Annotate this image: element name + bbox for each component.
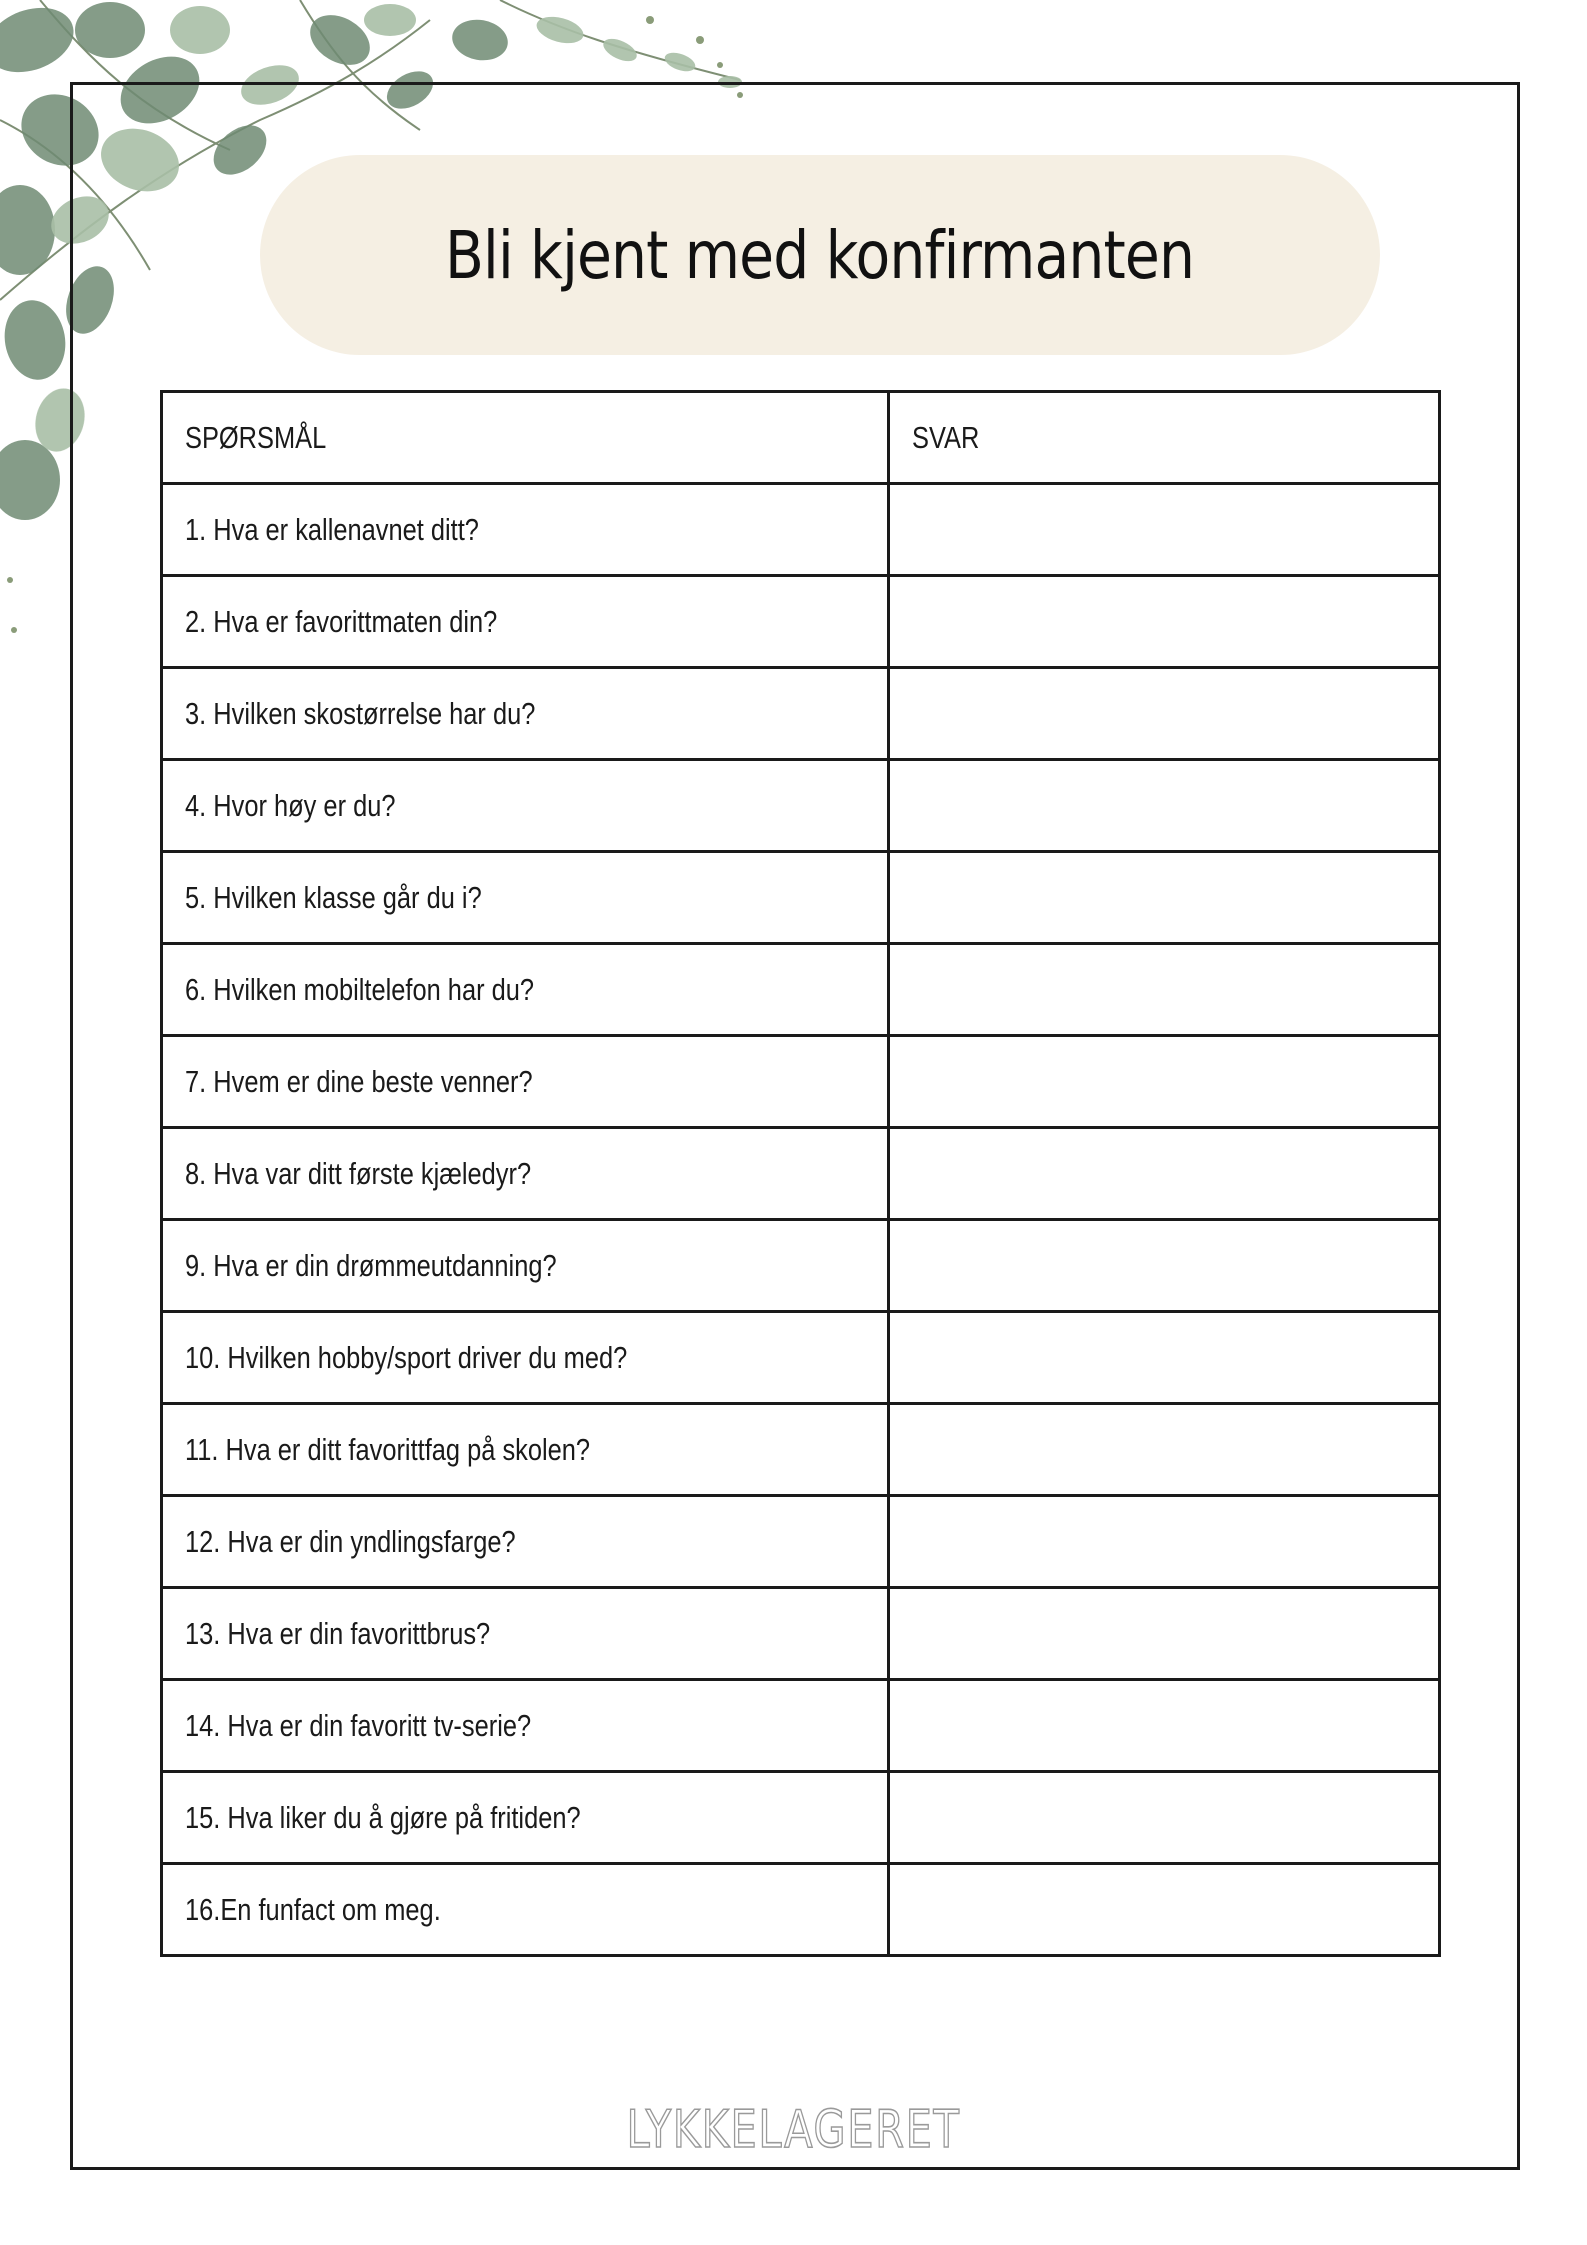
answer-cell[interactable]	[889, 852, 1440, 944]
table-row	[162, 1128, 1440, 1220]
table-row	[162, 944, 1440, 1036]
question-cell: 10. Hvilken hobby/sport driver du med?	[162, 1312, 889, 1404]
table-row	[162, 760, 1440, 852]
answer-cell[interactable]	[889, 1588, 1440, 1680]
column-header-question: SPØRSMÅL	[162, 392, 889, 484]
answer-cell[interactable]	[889, 1312, 1440, 1404]
question-cell: 6. Hvilken mobiltelefon har du?	[162, 944, 889, 1036]
table-row	[162, 1404, 1440, 1496]
question-cell: 9. Hva er din drømmeutdanning?	[162, 1220, 889, 1312]
title-banner	[260, 155, 1380, 355]
page-title: Bli kjent med konfirmanten	[445, 216, 1195, 294]
table-header-row	[162, 392, 1440, 484]
answer-cell[interactable]	[889, 1680, 1440, 1772]
answer-cell[interactable]	[889, 1772, 1440, 1864]
table-row	[162, 1220, 1440, 1312]
question-cell: 13. Hva er din favorittbrus?	[162, 1588, 889, 1680]
table-row	[162, 1588, 1440, 1680]
table-row	[162, 576, 1440, 668]
question-table	[160, 390, 1441, 1957]
question-cell: 8. Hva var ditt første kjæledyr?	[162, 1128, 889, 1220]
question-cell: 7. Hvem er dine beste venner?	[162, 1036, 889, 1128]
table-row	[162, 1496, 1440, 1588]
answer-cell[interactable]	[889, 1864, 1440, 1956]
answer-cell[interactable]	[889, 944, 1440, 1036]
answer-cell[interactable]	[889, 760, 1440, 852]
question-cell: 5. Hvilken klasse går du i?	[162, 852, 889, 944]
question-cell: 1. Hva er kallenavnet ditt?	[162, 484, 889, 576]
answer-cell[interactable]	[889, 576, 1440, 668]
question-cell: 16.En funfact om meg.	[162, 1864, 889, 1956]
answer-cell[interactable]	[889, 668, 1440, 760]
question-cell: 2. Hva er favorittmaten din?	[162, 576, 889, 668]
table-row	[162, 1772, 1440, 1864]
table-row	[162, 1864, 1440, 1956]
table-row	[162, 484, 1440, 576]
table-row	[162, 1680, 1440, 1772]
table-row	[162, 1312, 1440, 1404]
question-cell: 12. Hva er din yndlingsfarge?	[162, 1496, 889, 1588]
question-cell: 3. Hvilken skostørrelse har du?	[162, 668, 889, 760]
table-row	[162, 1036, 1440, 1128]
question-cell: 11. Hva er ditt favorittfag på skolen?	[162, 1404, 889, 1496]
column-header-answer: SVAR	[889, 392, 1440, 484]
answer-cell[interactable]	[889, 1220, 1440, 1312]
question-cell: 4. Hvor høy er du?	[162, 760, 889, 852]
brand-logo: LYKKELAGERET	[626, 2100, 961, 2160]
answer-cell[interactable]	[889, 1036, 1440, 1128]
table-row	[162, 852, 1440, 944]
question-cell: 15. Hva liker du å gjøre på fritiden?	[162, 1772, 889, 1864]
question-cell: 14. Hva er din favoritt tv-serie?	[162, 1680, 889, 1772]
answer-cell[interactable]	[889, 1404, 1440, 1496]
answer-cell[interactable]	[889, 484, 1440, 576]
answer-cell[interactable]	[889, 1496, 1440, 1588]
table-row	[162, 668, 1440, 760]
answer-cell[interactable]	[889, 1128, 1440, 1220]
